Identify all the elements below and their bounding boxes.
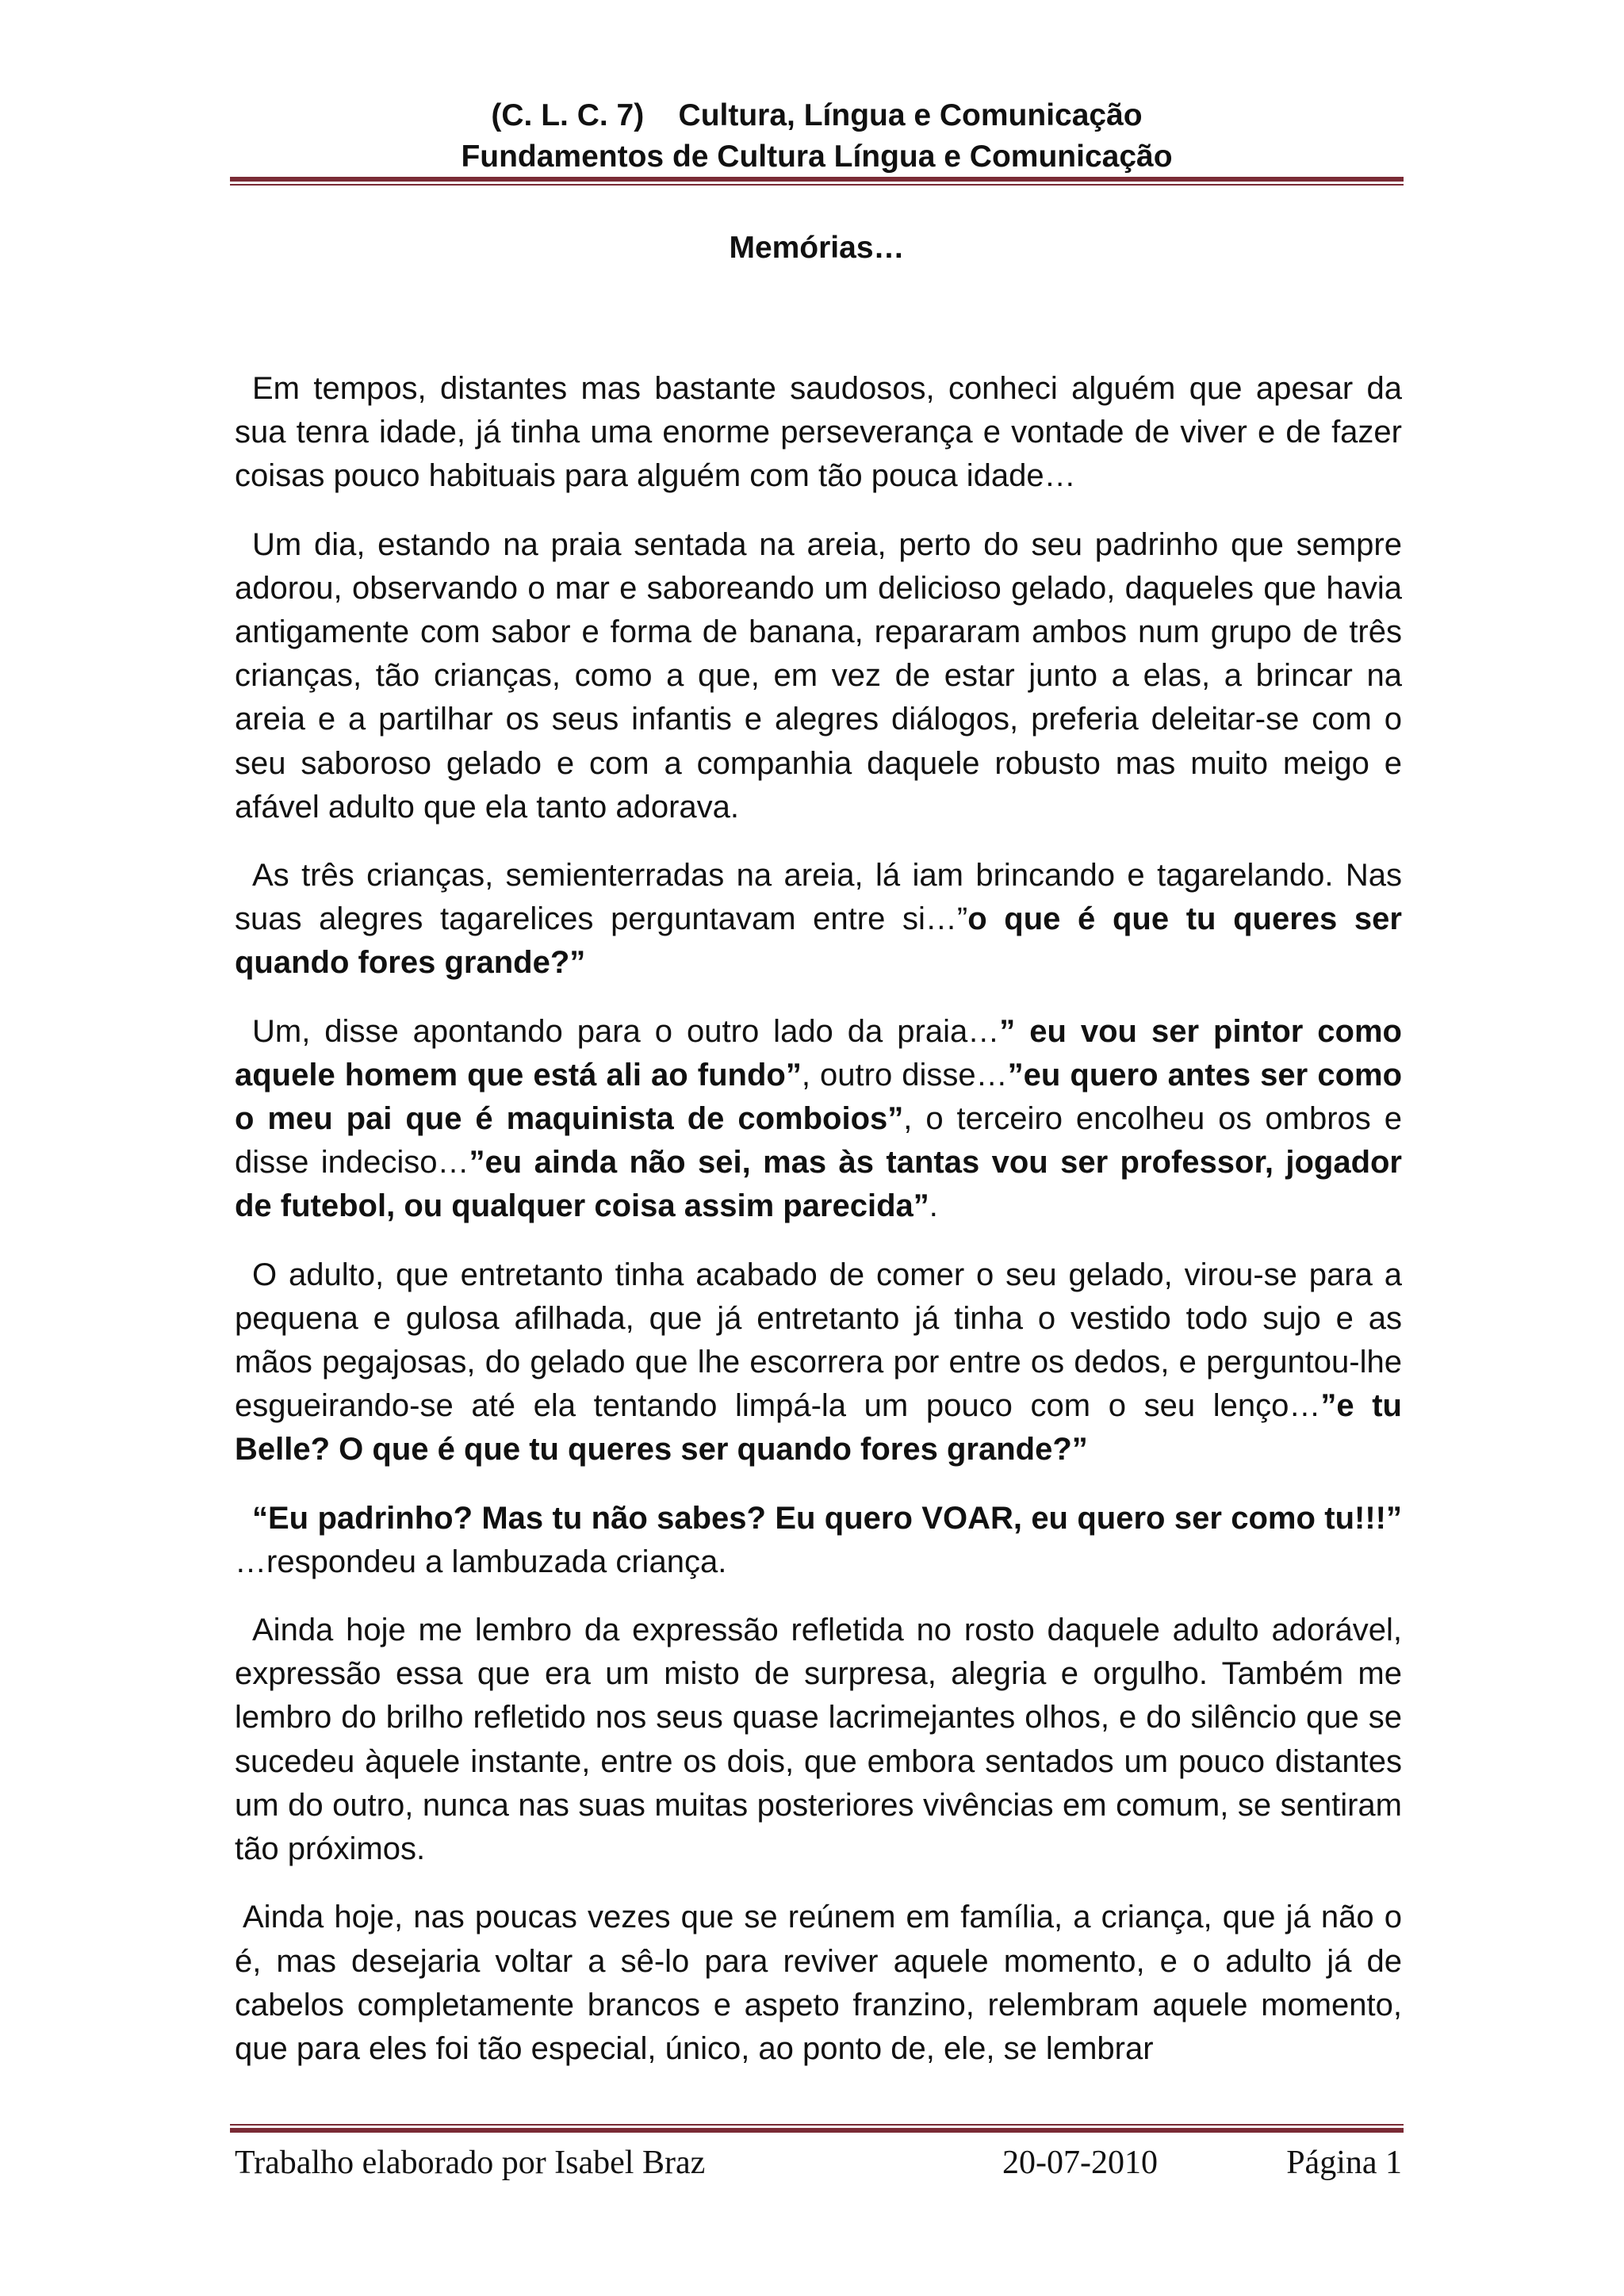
- text-run-1: As três crianças, semienterradas na areia, lá iam brincando e tagarelando. Nas suas alegres tagarelices perguntavam entre si…”: [235, 858, 1402, 937]
- footer-rule: [230, 2124, 1404, 2133]
- footer-rule-thin: [230, 2124, 1404, 2126]
- text-run-1: Um, disse apontando para o outro lado da praia…: [252, 1013, 1000, 1049]
- text-run-3: , outro disse…: [801, 1057, 1008, 1093]
- footer-date: 20-07-2010: [1002, 2145, 1158, 2181]
- page-footer: [235, 2141, 1402, 2188]
- header-course-line: (C. L. C. 7) Cultura, Língua e Comunicação: [491, 98, 1143, 132]
- paragraph-8: [235, 1896, 1402, 2071]
- text-run-1: O adulto, que entretanto tinha acabado de comer o seu gelado, virou-se para a pequena e gulosa afilhada, que já entretanto já tinha o vestido todo sujo e as mãos pegajosas, do gelado que lhe escorrera por entre os dedos, e perguntou-lhe esgueirando-se até ela tentando limpá-la um pouco com o seu lenço…: [235, 1257, 1402, 1424]
- paragraph-1: [235, 367, 1402, 499]
- paragraph-6: [235, 1497, 1402, 1584]
- document-title: Memórias…: [729, 231, 905, 265]
- text-run-7: .: [929, 1188, 938, 1224]
- bold-run-4: ”eu quero antes ser como o meu pai que é maquinista de comboios”: [235, 1057, 1402, 1137]
- paragraph-4: [235, 1010, 1402, 1229]
- paragraph-7: [235, 1609, 1402, 1871]
- bold-run-2: ” eu vou ser pintor como aquele homem que está ali ao fundo”: [235, 1013, 1402, 1093]
- footer-page-number: Página 1: [1286, 2145, 1402, 2181]
- bold-run-2: ”e tu Belle? O que é que tu queres ser quando fores grande?”: [235, 1388, 1402, 1468]
- header-subtitle-line: Fundamentos de Cultura Língua e Comunicação: [461, 140, 1173, 174]
- paragraph-3: [235, 854, 1402, 985]
- bold-run-6: ”eu ainda não sei, mas às tantas vou ser professor, jogador de futebol, ou qualquer coisa assim parecida”: [235, 1145, 1402, 1224]
- text-run-1: Ainda hoje, nas poucas vezes que se reúnem em família, a criança, que já não o é, mas desejaria voltar a sê-lo para reviver aquele momento, e o adulto já de cabelos completamente brancos e aspeto franzino, relembram aquele momento, que para eles foi tão especial, único, ao ponto de, ele, se lembrar: [235, 1900, 1402, 2066]
- text-run-2: …respondeu a lambuzada criança.: [235, 1544, 727, 1579]
- document-body: [235, 367, 1402, 2095]
- page-header: [230, 95, 1404, 178]
- text-run-1: Um dia, estando na praia sentada na areia, perto do seu padrinho que sempre adorou, observando o mar e saboreando um delicioso gelado, daqueles que havia antigamente com sabor e forma de banana, repararam ambos num grupo de três crianças, tão crianças, como a que, em vez de estar junto a elas, a brincar na areia e a partilhar os seus infantis e alegres diálogos, preferia deleitar-se com o seu saboroso gelado e com a companhia daquele robusto mas muito meigo e afável adulto que ela tanto adorava.: [235, 526, 1402, 825]
- paragraph-5: [235, 1253, 1402, 1472]
- paragraph-2: [235, 523, 1402, 829]
- footer-author: Trabalho elaborado por Isabel Braz: [235, 2145, 706, 2181]
- text-run-5: , o terceiro encolheu os ombros e disse indeciso…: [235, 1101, 1402, 1181]
- text-run-1: Em tempos, distantes mas bastante saudosos, conheci alguém que apesar da sua tenra idade, já tinha uma enorme perseverança e vontade de viver e de fazer coisas pouco habituais para alguém com tão pouca idade…: [235, 371, 1402, 494]
- text-run-1: Ainda hoje me lembro da expressão refletida no rosto daquele adulto adorável, expressão essa que era um misto de surpresa, alegria e orgulho. Também me lembro do brilho refletido nos seus quase lacrimejantes olhos, e do silêncio que se sucedeu àquele instante, entre os dois, que embora sentados um pouco distantes um do outro, nunca nas suas muitas posteriores vivências em comum, se sentiram tão próximos.: [235, 1613, 1402, 1867]
- bold-run-2: o que é que tu queres ser quando fores grande?”: [235, 901, 1402, 981]
- header-rule-thin: [230, 184, 1404, 186]
- header-rule-thick: [230, 177, 1404, 182]
- header-rule: [230, 177, 1404, 186]
- bold-run-1: “Eu padrinho? Mas tu não sabes? Eu quero VOAR, eu quero ser como tu!!!”: [252, 1500, 1402, 1536]
- footer-rule-thick: [230, 2128, 1404, 2133]
